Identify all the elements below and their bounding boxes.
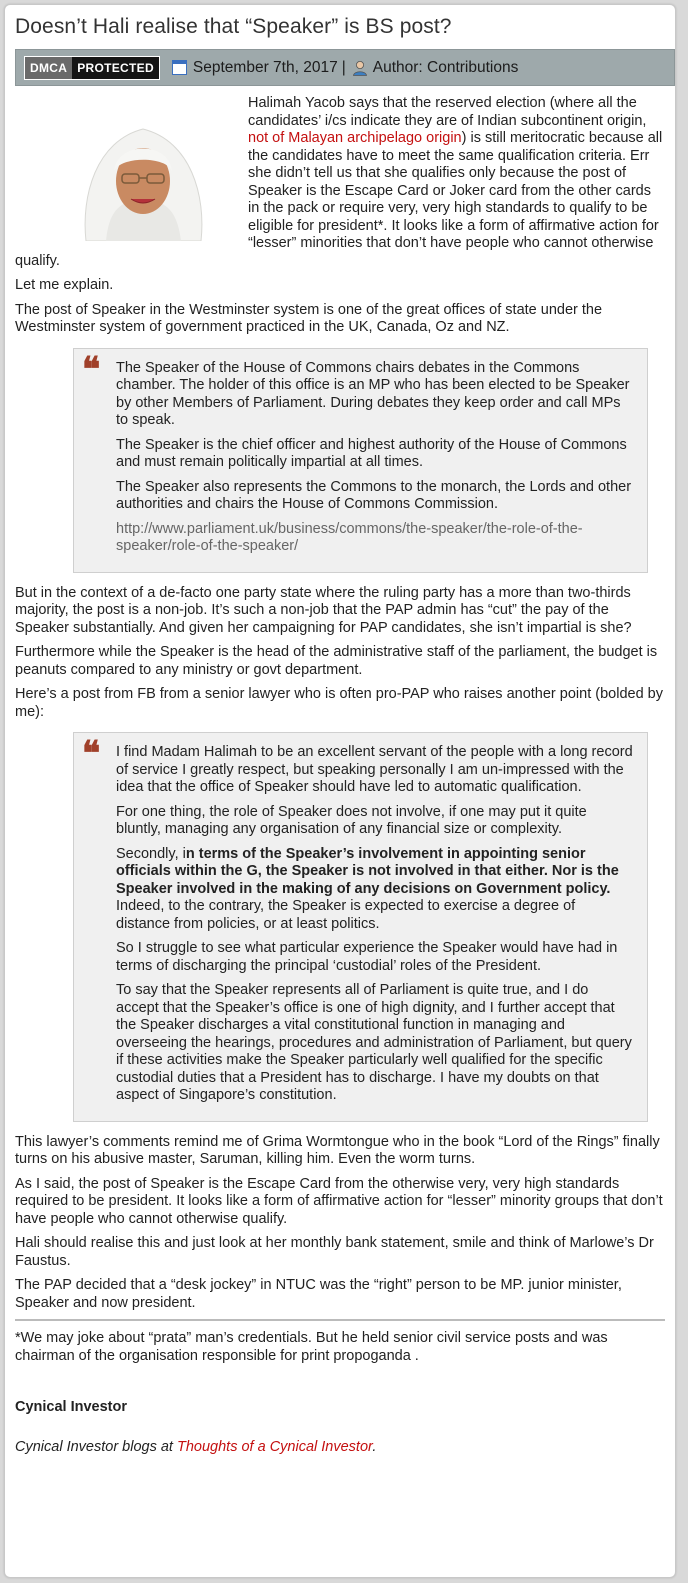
quote-text: Secondly, i bbox=[116, 845, 186, 862]
paragraph: Here’s a post from FB from a senior lawyer who is often pro-PAP who raises another point (bolded by me): bbox=[15, 686, 663, 720]
quote-paragraph: The Speaker is the chief officer and highest authority of the House of Commons and must remain politically impartial at all times. bbox=[116, 436, 627, 470]
meta-separator: | bbox=[341, 58, 346, 76]
post-date: September 7th, 2017 bbox=[192, 58, 338, 76]
malayan-origin-link[interactable]: not of Malayan archipelago origin bbox=[248, 130, 462, 146]
quote-paragraph: The Speaker also represents the Commons to the monarch, the Lords and other authorities and chairs the House of Commons Commission. bbox=[116, 478, 632, 512]
quote-paragraph-bolded bbox=[116, 846, 633, 934]
quote-paragraph: I find Madam Halimah to be an excellent servant of the people with a long record of service I greatly respect, but speaking personally I am un-impressed with the idea that the office of Speaker should have led to automatic qualification. bbox=[116, 744, 633, 795]
blockquote-lawyer bbox=[73, 732, 648, 1122]
halimah-portrait-image bbox=[51, 101, 236, 241]
author-credit bbox=[15, 1439, 665, 1457]
credit-end: . bbox=[372, 1438, 377, 1455]
paragraph: The PAP decided that a “desk jockey” in NTUC was the “right” person to be MP. junior minister, Speaker and now president. bbox=[15, 1277, 622, 1311]
divider bbox=[15, 1319, 665, 1321]
quote-mark-icon: ❝ bbox=[82, 349, 101, 390]
quote-paragraph: For one thing, the role of Speaker does not involve, if one may put it quite bluntly, managing any organisation of any financial size or complexity. bbox=[116, 803, 587, 837]
dmca-label: DMCA bbox=[25, 57, 72, 79]
quote-source-link[interactable]: http://www.parliament.uk/business/commons/the-speaker/the-role-of-the-speaker/role-of-the-speaker/ bbox=[116, 520, 583, 554]
quote-paragraph: To say that the Speaker represents all of Parliament is quite true, and I do accept that the Speaker’s office is one of high dignity, and I further accept that the Speaker discharges a vital constitutional function in managing and overseeing the hearings, procedures and administration of Parliament, but query if these activities make the Speaker particularly well qualified for the specific custodial duties that a President has to discharge. I have my doubts on that aspect of Singapore’s constitution. bbox=[116, 982, 632, 1103]
paragraph: This lawyer’s comments remind me of Grima Wormtongue who in the book “Lord of the Rings” finally turns on his abusive master, Saruman, killing him. Even the worm turns. bbox=[15, 1133, 660, 1167]
paragraph: The post of Speaker in the Westminster system is one of the great offices of state under the Westminster system of government practiced in the UK, Canada, Oz and NZ. bbox=[15, 301, 603, 335]
intro-text-end: ) is still meritocratic because all the candidates have to meet the same qualification criteria. Err she didn’t tell us that she qualifies only because the post of Speaker is the Escape Card or Joker card from the other cards in the pack or require very, very high standards to qualify to be eligible for president*. It looks like a form of affirmative action for “lesser” minorities that don’t have people who cannot otherwise qualify. bbox=[15, 130, 663, 269]
quote-mark-icon: ❝ bbox=[82, 734, 101, 774]
article-body bbox=[15, 95, 665, 1463]
dmca-badge[interactable] bbox=[24, 56, 160, 80]
protected-label: PROTECTED bbox=[72, 57, 159, 79]
paragraph: As I said, the post of Speaker is the Escape Card from the otherwise very, very high standards required to be president. It looks like a form of affirmative action for “lesser” minority groups that don’t have people who cannot otherwise qualify. bbox=[15, 1175, 663, 1227]
quote-text: Indeed, to the contrary, the Speaker is expected to exercise a degree of distance from policies, or at least politics. bbox=[116, 898, 576, 932]
quote-paragraph: The Speaker of the House of Commons chairs debates in the Commons chamber. The holder of this office is an MP who has been elected to be Speaker by other Members of Parliament. During debates they keep order and call MPs to speak. bbox=[116, 359, 630, 428]
user-icon bbox=[352, 60, 368, 76]
paragraph: Hali should realise this and just look at her monthly bank statement, smile and think of Marlowe’s Dr Faustus. bbox=[15, 1235, 654, 1269]
paragraph: Let me explain. bbox=[15, 277, 114, 293]
post-meta-bar bbox=[15, 49, 675, 86]
quote-paragraph: So I struggle to see what particular experience the Speaker would have had in terms of discharging the principal ‘custodial’ roles of the President. bbox=[116, 940, 618, 974]
credit-text: Cynical Investor blogs at bbox=[15, 1438, 177, 1455]
post-author[interactable]: Author: Contributions bbox=[372, 58, 519, 76]
signature: Cynical Investor bbox=[15, 1399, 128, 1415]
footnote: *We may joke about “prata” man’s credentials. But he held senior civil service posts and was chairman of the organisation responsible for print propoganda . bbox=[15, 1330, 608, 1364]
paragraph: Furthermore while the Speaker is the head of the administrative staff of the parliament, the budget is peanuts compared to any ministry or govt department. bbox=[15, 644, 658, 678]
intro-text-start: Halimah Yacob says that the reserved election (where all the candidates’ i/cs indicate they are of Indian subcontinent origin, bbox=[248, 95, 647, 129]
article-card bbox=[4, 4, 676, 1578]
calendar-icon bbox=[172, 60, 187, 75]
bold-text: n terms of the Speaker’s involvement in appointing senior officials within the G, the Speaker is not involved in that either. Nor is the Speaker involved in the making of any decisions on Government policy. bbox=[116, 845, 619, 897]
paragraph: But in the context of a de-facto one party state where the ruling party has a more than two-thirds majority, the post is a non-job. It’s such a non-job that the PAP admin has “cut” the pay of the Speaker substantially. And given her campaigning for PAP candidates, she isn’t impartial is she? bbox=[15, 584, 632, 636]
blockquote-parliament bbox=[73, 348, 648, 573]
post-title[interactable]: Doesn’t Hali realise that “Speaker” is BS post? bbox=[15, 15, 452, 38]
blog-link[interactable]: Thoughts of a Cynical Investor bbox=[177, 1438, 373, 1455]
